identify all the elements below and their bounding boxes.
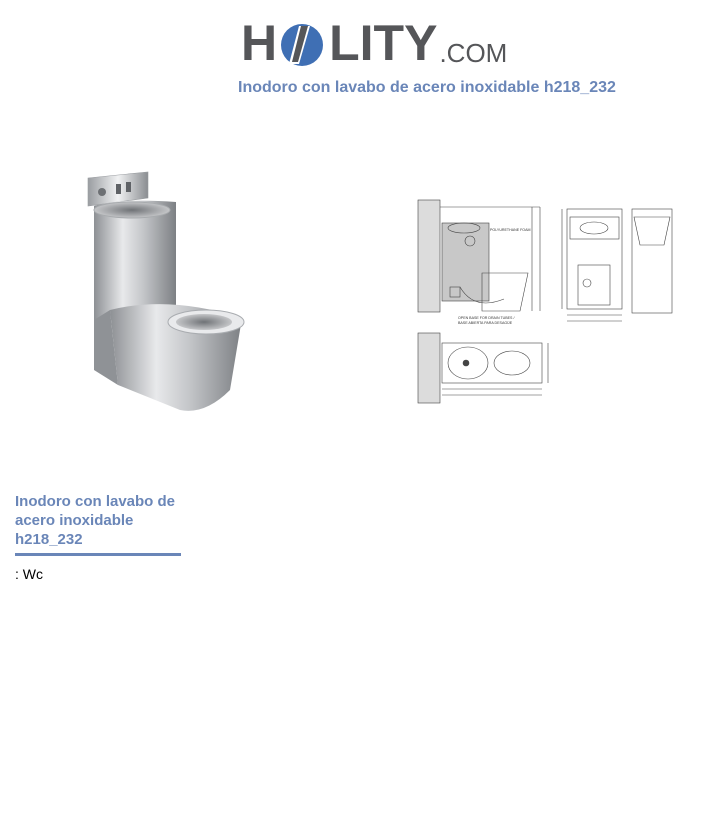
title-underline xyxy=(15,553,181,556)
drawing-label-open-base: OPEN BASE FOR DRAIN TUBES / xyxy=(458,316,515,320)
drawing-label-base-abierta: BASE ABIERTA PARA DESAGÜE xyxy=(458,321,513,325)
drawing-label-foam: POLYURETHANE FOAM xyxy=(490,228,531,232)
product-category: : Wc xyxy=(15,566,43,582)
logo-text-com: .COM xyxy=(439,38,508,68)
technical-drawing[interactable] xyxy=(412,195,680,405)
logo-o-icon xyxy=(277,18,329,68)
site-logo[interactable] xyxy=(241,10,508,71)
product-image[interactable] xyxy=(80,170,260,415)
logo-text-lity: LITY xyxy=(329,15,438,71)
logo-text-h: H xyxy=(241,15,278,71)
product-title-sidebar: Inodoro con lavabo de acero inoxidable h218_232 xyxy=(15,493,176,548)
page-title: Inodoro con lavabo de acero inoxidable h218_232 xyxy=(238,79,616,96)
